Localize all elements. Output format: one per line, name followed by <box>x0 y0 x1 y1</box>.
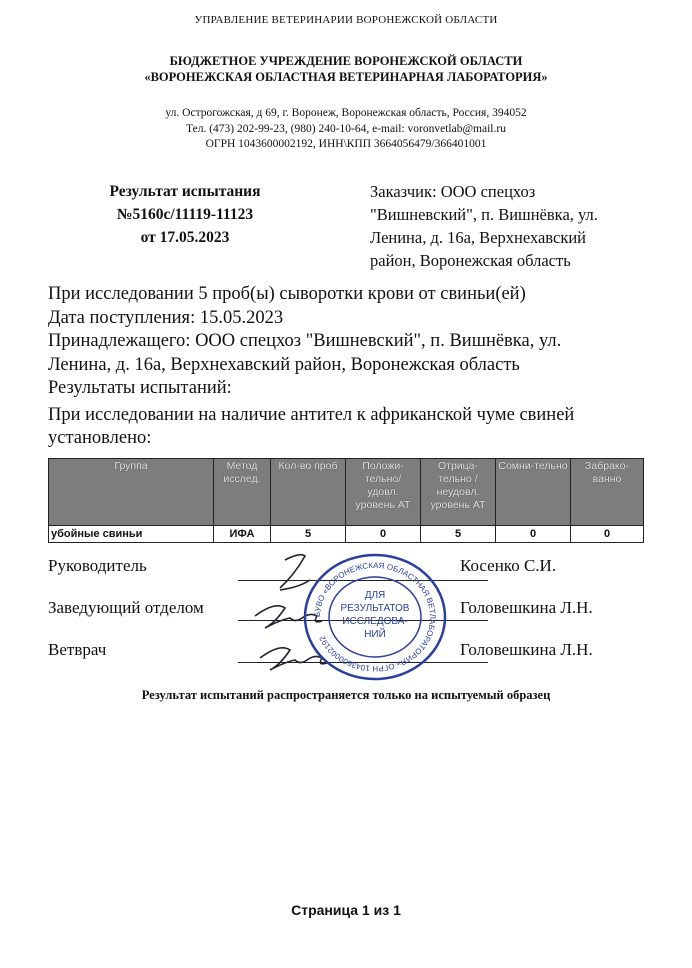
cell-positive: 0 <box>346 526 421 543</box>
cell-method: ИФА <box>214 526 271 543</box>
column-header: Кол-во проб <box>271 459 346 526</box>
results-table <box>48 458 644 543</box>
stamp-text: ДЛЯ <box>364 590 386 601</box>
cell-negative: 5 <box>421 526 496 543</box>
body-line: При исследовании 5 проб(ы) сыворотки крови от свиньи(ей) <box>48 284 526 304</box>
scope-note: Результат испытаний распространяется только на испытуемый образец <box>141 688 551 702</box>
page-number: Страница 1 из 1 <box>291 902 401 918</box>
cell-count: 5 <box>271 526 346 543</box>
body-line: Дата поступления: 15.05.2023 <box>48 307 284 328</box>
result-number: №5160с/11119-11123 <box>116 206 254 223</box>
column-header: Метод исслед. <box>214 459 271 526</box>
customer-block <box>370 180 670 272</box>
signature-role: Ветврач <box>48 640 107 659</box>
stamp-text: РЕЗУЛЬТАТОВ <box>340 603 410 614</box>
authority-header: УПРАВЛЕНИЕ ВЕТЕРИНАРИИ ВОРОНЕЖСКОЙ ОБЛАСТИ <box>194 14 498 26</box>
cell-rejected: 0 <box>571 526 644 543</box>
column-header: Отрица-тельно / неудовл. уровень АТ <box>421 459 496 526</box>
customer-line: "Вишневский", п. Вишнёвка, ул. <box>370 205 598 224</box>
customer-line: район, Воронежская область <box>370 251 571 270</box>
signature-name: Головешкина Л.Н. <box>460 598 593 617</box>
org-name-line1: БЮДЖЕТНОЕ УЧРЕЖДЕНИЕ ВОРОНЕЖСКОЙ ОБЛАСТИ <box>169 54 523 68</box>
org-ids: ОГРН 1043600002192, ИНН\КПП 3664056479/366401001 <box>205 138 487 150</box>
body-line: Принадлежащего: ООО спецхоз "Вишневский", п. Вишнёвка, ул. <box>48 331 562 351</box>
body-line: Результаты испытаний: <box>48 378 232 398</box>
signature-name: Головешкина Л.Н. <box>460 640 593 659</box>
customer-line: Заказчик: ООО спецхоз <box>370 182 536 201</box>
column-header: Положи-тельно/ удовл. уровень АТ <box>346 459 421 526</box>
org-phones: Тел. (473) 202-99-23, (980) 240-10-64, e-mail: voronvetlab@mail.ru <box>186 123 506 135</box>
result-title: Результат испытания <box>109 183 261 200</box>
cell-group: убойные свиньи <box>49 526 214 543</box>
signature-name: Косенко С.И. <box>460 556 557 575</box>
body-text <box>48 283 678 451</box>
table-row <box>49 526 644 543</box>
signature-role: Руководитель <box>48 556 147 575</box>
table-header-row <box>49 459 644 526</box>
stamp-text: ИССЛЕДОВА- <box>342 616 408 627</box>
org-address: ул. Острогожская, д 69, г. Воронеж, Воронежская область, Россия, 394052 <box>165 107 527 119</box>
body-line: установлено: <box>48 428 152 448</box>
result-date: от 17.05.2023 <box>140 229 230 246</box>
stamp-ring-text: БУВО «ВОРОНЕЖСКАЯ ОБЛАСТНАЯ ВЕТЛАБОРАТОРИЯ» ОГРН 1043600002192 <box>312 560 438 674</box>
org-name-line2: «ВОРОНЕЖСКАЯ ОБЛАСТНАЯ ВЕТЕРИНАРНАЯ ЛАБОРАТОРИЯ» <box>144 70 548 84</box>
column-header: Сомни-тельно <box>496 459 571 526</box>
customer-line: Ленина, д. 16а, Верхнехавский <box>370 228 586 247</box>
column-header: Забрако-ванно <box>571 459 644 526</box>
signature-role: Заведующий отделом <box>48 598 204 617</box>
body-line: При исследовании на наличие антител к африканской чуме свиней <box>48 404 575 425</box>
cell-doubtful: 0 <box>496 526 571 543</box>
result-block <box>80 180 290 249</box>
official-stamp <box>302 552 448 682</box>
stamp-text: НИЙ <box>364 629 386 640</box>
body-line: Ленина, д. 16а, Верхнехавский район, Воронежская область <box>48 354 520 375</box>
column-header: Группа <box>49 459 214 526</box>
